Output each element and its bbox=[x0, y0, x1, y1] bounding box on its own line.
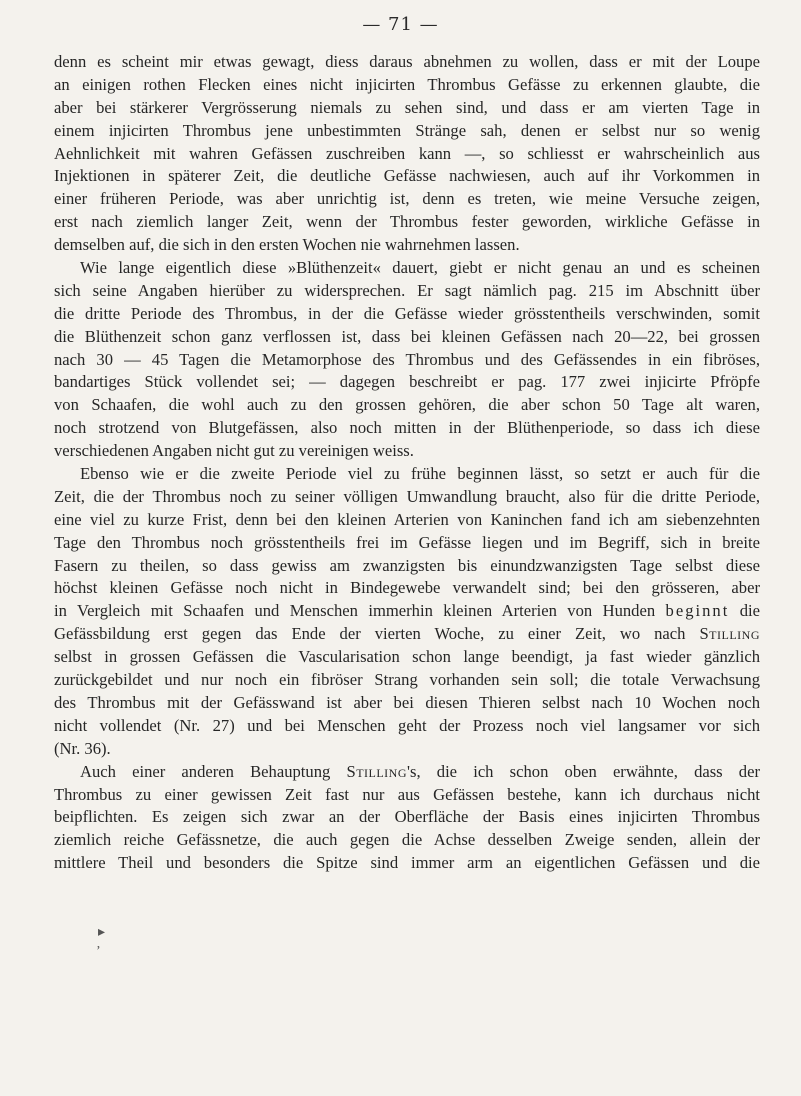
text-line: an einigen rothen Flecken eines nicht injicirten Thrombus Gefässe zu erkennen glaubte, die bbox=[54, 74, 760, 94]
text-line: einer früheren Periode, was aber unrichtig ist, denn es treten, wie meine Versuche zeigen, bbox=[54, 189, 760, 209]
text-line: nicht vollendet (Nr. 27) und bei Menschen geht der Prozess noch viel langsamer vor sich bbox=[54, 715, 760, 735]
text-line bbox=[54, 761, 760, 784]
text-segment: 's, die ich schon oben erwähnte, dass der bbox=[407, 761, 760, 781]
text-line: eine viel zu kurze Frist, denn bei den kleinen Arterien von Kaninchen fand ich am siebenzehnten bbox=[54, 509, 760, 529]
text-line: denn es scheint mir etwas gewagt, diess daraus abnehmen zu wollen, dass er mit der Loupe bbox=[54, 52, 760, 71]
text-line: Ebenso wie er die zweite Periode viel zu frühe beginnen lässt, so setzt er auch für die bbox=[80, 464, 760, 484]
text-segment: die bbox=[729, 601, 760, 621]
text-line: höchst kleinen Gefässe noch nicht in Bindegewebe verwandelt sind; bei den grösseren, aber bbox=[54, 578, 760, 598]
text-line: zurückgebildet und nur noch ein fibröser Strang vorhanden sein soll; die totale Verwachsung bbox=[54, 670, 760, 690]
text-line: die Blüthenzeit schon ganz verflossen ist, dass bei kleinen Gefässen nach 20—22, bei grossen bbox=[54, 326, 760, 346]
text-segment: in Vergleich mit Schaafen und Menschen immerhin kleinen Arterien von Hunden bbox=[54, 601, 666, 621]
author-name: Stilling bbox=[699, 624, 760, 644]
text-line: Wie lange eigentlich diese »Blüthenzeit« dauert, giebt er nicht genau an und es scheinen bbox=[80, 258, 760, 278]
text-segment: Auch einer anderen Behauptung bbox=[80, 761, 347, 781]
body-text bbox=[54, 51, 760, 875]
text-line bbox=[54, 600, 760, 623]
text-line: Fasern zu theilen, so dass gewiss am zwanzigsten bis einundzwanzigsten Tage selbst diese bbox=[54, 555, 760, 575]
text-line: Aehnlichkeit mit wahren Gefässen zuschreiben kann —, so schliesst er wahrscheinlich aus bbox=[54, 143, 760, 163]
text-line: Injektionen in späterer Zeit, die deutliche Gefässe nachwiesen, auch auf ihr Vorkommen in bbox=[54, 166, 760, 186]
text-line bbox=[54, 623, 760, 646]
text-line: Zeit, die der Thrombus noch zu seiner völligen Umwandlung braucht, also für die dritte Periode, bbox=[54, 486, 760, 506]
ink-smudge: ▸ bbox=[98, 925, 106, 940]
text-line: selbst in grossen Gefässen die Vascularisation schon lange beendigt, ja fast wieder gänzlich bbox=[54, 647, 760, 667]
text-line: demselben auf, die sich in den ersten Wochen nie wahrnehmen lassen. bbox=[54, 235, 520, 255]
text-line: die dritte Periode des Thrombus, in der die Gefässe wieder grösstentheils verschwinden, somit bbox=[54, 303, 760, 323]
text-line: verschiedenen Angaben nicht gut zu vereinigen weiss. bbox=[54, 441, 414, 461]
text-line: des Thrombus mit der Gefässwand ist aber bei diesen Thieren selbst nach 10 Wochen noch bbox=[54, 692, 760, 712]
page-number: — 71 — bbox=[362, 14, 439, 35]
text-line: sich seine Angaben hierüber zu widersprechen. Er sagt nämlich pag. 215 im Abschnitt über bbox=[54, 280, 760, 300]
text-line: (Nr. 36). bbox=[54, 738, 111, 758]
text-line: nach 30 — 45 Tagen die Metamorphose des Thrombus und des Gefässendes in ein fibröses, bbox=[54, 349, 760, 369]
text-line: bandartiges Stück vollendet sei; — dagegen beschreibt er pag. 177 zwei injicirte Pfröpfe bbox=[54, 372, 760, 392]
text-line: ziemlich reiche Gefässnetze, die auch gegen die Achse desselben Zweige senden, allein der bbox=[54, 830, 760, 850]
text-line: von Schaafen, die wohl auch zu den grossen gehören, die aber schon 50 Tage alt waren, bbox=[54, 395, 760, 415]
text-line: mittlere Theil und besonders die Spitze sind immer arm an eigentlichen Gefässen und die bbox=[54, 853, 760, 873]
text-line: einem injicirten Thrombus jene unbestimmten Stränge sah, denen er selbst nur so wenig bbox=[54, 120, 760, 140]
text-line: erst nach ziemlich langer Zeit, wenn der Thrombus fester geworden, wirkliche Gefässe in bbox=[54, 212, 760, 232]
text-line: Tage den Thrombus noch grösstentheils frei im Gefässe liegen und im Begriff, sich in breite bbox=[54, 532, 760, 552]
ink-smudge: ʼ bbox=[96, 944, 101, 959]
text-line: noch strotzend von Blutgefässen, also noch mitten in der Blüthenperiode, so dass ich diese bbox=[54, 418, 760, 438]
author-name: Stilling bbox=[346, 761, 408, 781]
text-segment: Gefässbildung erst gegen das Ende der vierten Woche, zu einer Zeit, wo nach bbox=[54, 624, 700, 644]
text-line: Thrombus zu einer gewissen Zeit fast nur aus Gefässen bestehe, kann ich durchaus nicht bbox=[54, 784, 760, 804]
emphasis-spaced: beginnt bbox=[665, 601, 730, 621]
text-line: beipflichten. Es zeigen sich zwar an der Oberfläche der Basis eines injicirten Thrombus bbox=[54, 807, 760, 827]
text-line: aber bei stärkerer Vergrösserung niemals zu sehen sind, und dass er am vierten Tage in bbox=[54, 97, 760, 117]
